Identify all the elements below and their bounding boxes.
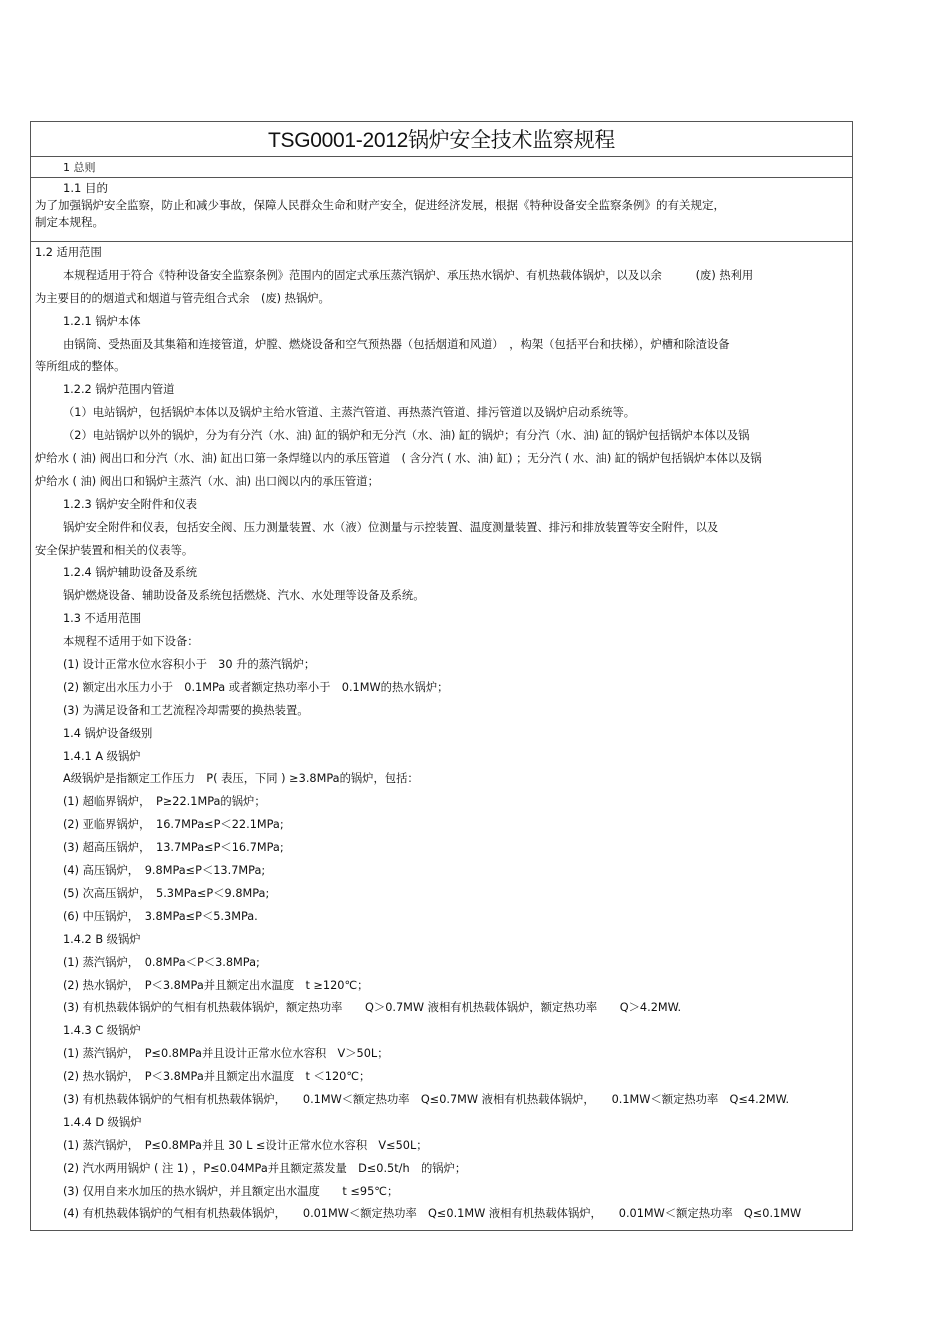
body-text-line: (2) 亚临界锅炉， 16.7MPa≤P＜22.1MPa; — [63, 818, 284, 832]
body-text-line: 1.3 不适用范围 — [63, 612, 142, 626]
body-text-line: (3) 仅用自来水加压的热水锅炉，并且额定出水温度 t ≤95℃； — [63, 1184, 399, 1198]
body-text-line: 1.4 锅炉设备级别 — [63, 726, 153, 740]
body-text-line: (2) 热水锅炉， P＜3.8MPa并且额定出水温度 t ≥120℃； — [63, 978, 369, 992]
body-text-line: (1) 超临界锅炉， P≥22.1MPa的锅炉； — [63, 795, 266, 809]
body-text-line: 1.2.4 锅炉辅助设备及系统 — [63, 566, 198, 580]
body-text-line: 本规程适用于符合《特种设备安全监察条例》范围内的固定式承压蒸汽锅炉、承压热水锅炉、有机热载体锅炉，以及以余 (废) 热利用 — [63, 268, 754, 282]
body-text-line: (3) 超高压锅炉， 13.7MPa≤P＜16.7MPa; — [63, 841, 284, 855]
body-text-line: (5) 次高压锅炉， 5.3MPa≤P＜9.8MPa; — [63, 886, 270, 900]
chapter-heading: 1 总则 — [63, 161, 96, 174]
body-text-line: (1) 蒸汽锅炉， 0.8MPa＜P＜3.8MPa; — [63, 955, 260, 969]
purpose-heading: 1.1 目的 — [63, 181, 108, 195]
body-text-line: (2) 汽水两用锅炉 ( 注 1) ，P≤0.04MPa并且额定蒸发量 D≤0.5t/h 的锅炉； — [63, 1161, 467, 1175]
body-text-line: 1.2.3 锅炉安全附件和仪表 — [63, 497, 198, 511]
body-text-line: (1) 设计正常水位水容积小于 30 升的蒸汽锅炉； — [63, 658, 316, 672]
body-text-line: （2）电站锅炉以外的锅炉，分为有分汽（水、油) 缸的锅炉和无分汽（水、油) 缸的锅炉；有分汽（水、油) 缸的锅炉包括锅炉本体以及锅 — [63, 429, 750, 443]
body-text-line: 安全保护装置和相关的仪表等。 — [35, 543, 194, 557]
body-text-line: （1）电站锅炉，包括锅炉本体以及锅炉主给水管道、主蒸汽管道、再热蒸汽管道、排污管道以及锅炉启动系统等。 — [63, 406, 636, 420]
body-text-line: (6) 中压锅炉， 3.8MPa≤P＜5.3MPa. — [63, 909, 258, 923]
body-text-line: 为主要目的的烟道式和烟道与管壳组合式余 (废) 热锅炉。 — [35, 291, 330, 305]
body-text-line: 1.4.4 D 级锅炉 — [63, 1115, 142, 1129]
purpose-text-line: 制定本规程。 — [35, 215, 104, 229]
scope-body — [31, 242, 852, 1230]
body-text-line: (3) 有机热载体锅炉的气相有机热载体锅炉， 0.1MW＜额定热功率 Q≤0.7MW 液相有机热载体锅炉， 0.1MW＜额定热功率 Q≤4.2MW. — [63, 1092, 790, 1106]
body-text-line: 1.2.2 锅炉范围内管道 — [63, 383, 175, 397]
body-text-line: 炉给水 ( 油) 阀出口和锅炉主蒸汽（水、油) 出口阀以内的承压管道； — [35, 474, 379, 488]
body-text-line: 锅炉安全附件和仪表，包括安全阀、压力测量装置、水（液）位测量与示控装置、温度测量装置、排污和排放装置等安全附件，以及 — [63, 520, 719, 534]
body-text-line: 锅炉燃烧设备、辅助设备及系统包括燃烧、汽水、水处理等设备及系统。 — [63, 589, 425, 603]
body-text-line: 1.4.2 B 级锅炉 — [63, 932, 141, 946]
chapter-row — [31, 157, 852, 178]
body-text-line: 1.4.3 C 级锅炉 — [63, 1024, 141, 1038]
body-text-line: (1) 蒸汽锅炉， P≤0.8MPa并且 30 L ≤设计正常水位水容积 V≤50L； — [63, 1138, 428, 1152]
body-text-line: (2) 热水锅炉， P＜3.8MPa并且额定出水温度 t ＜120℃； — [63, 1070, 371, 1084]
body-text-line: A级锅炉是指额定工作压力 P( 表压，下同 ) ≥3.8MPa的锅炉，包括： — [63, 772, 419, 786]
document-title: TSG0001-2012锅炉安全技术监察规程 — [31, 122, 852, 157]
body-text-line: (4) 高压锅炉， 9.8MPa≤P＜13.7MPa; — [63, 864, 266, 878]
body-text-line: (4) 有机热载体锅炉的气相有机热载体锅炉， 0.01MW＜额定热功率 Q≤0.1MW 液相有机热载体锅炉， 0.01MW＜额定热功率 Q≤0.1MW — [63, 1207, 802, 1221]
body-text-line: (3) 有机热载体锅炉的气相有机热载体锅炉，额定热功率 Q＞0.7MW 液相有机热载体锅炉，额定热功率 Q＞4.2MW. — [63, 1001, 682, 1015]
purpose-row — [31, 178, 852, 242]
regulation-document — [30, 121, 853, 1231]
body-text-line: (1) 蒸汽锅炉， P≤0.8MPa并且设计正常水位水容积 V＞50L； — [63, 1047, 389, 1061]
body-text-line: 本规程不适用于如下设备： — [63, 635, 199, 649]
body-text-line: 炉给水 ( 油) 阀出口和分汽（水、油) 缸出口第一条焊缝以内的承压管道 ( 含分汽 ( 水、油) 缸) ；无分汽 ( 水、油) 缸的锅炉包括锅炉本体以及锅 — [35, 452, 762, 466]
body-text-line: 1.2 适用范围 — [35, 246, 102, 259]
body-text-line: (3) 为满足设备和工艺流程冷却需要的换热装置。 — [63, 703, 309, 717]
body-text-line: 1.4.1 A 级锅炉 — [63, 749, 141, 763]
body-text-line: 由锅筒、受热面及其集箱和连接管道，炉膛、燃烧设备和空气预热器（包括烟道和风道） ，构架（包括平台和扶梯），炉槽和除渣设备 — [63, 337, 730, 351]
body-text-line: 1.2.1 锅炉本体 — [63, 314, 141, 328]
body-text-line: (2) 额定出水压力小于 0.1MPa 或者额定热功率小于 0.1MW的热水锅炉； — [63, 680, 449, 694]
purpose-text-line: 为了加强锅炉安全监察，防止和减少事故，保障人民群众生命和财产安全，促进经济发展，根据《特种设备安全监察条例》的有关规定， — [35, 198, 725, 212]
body-text-line: 等所组成的整体。 — [35, 360, 126, 374]
